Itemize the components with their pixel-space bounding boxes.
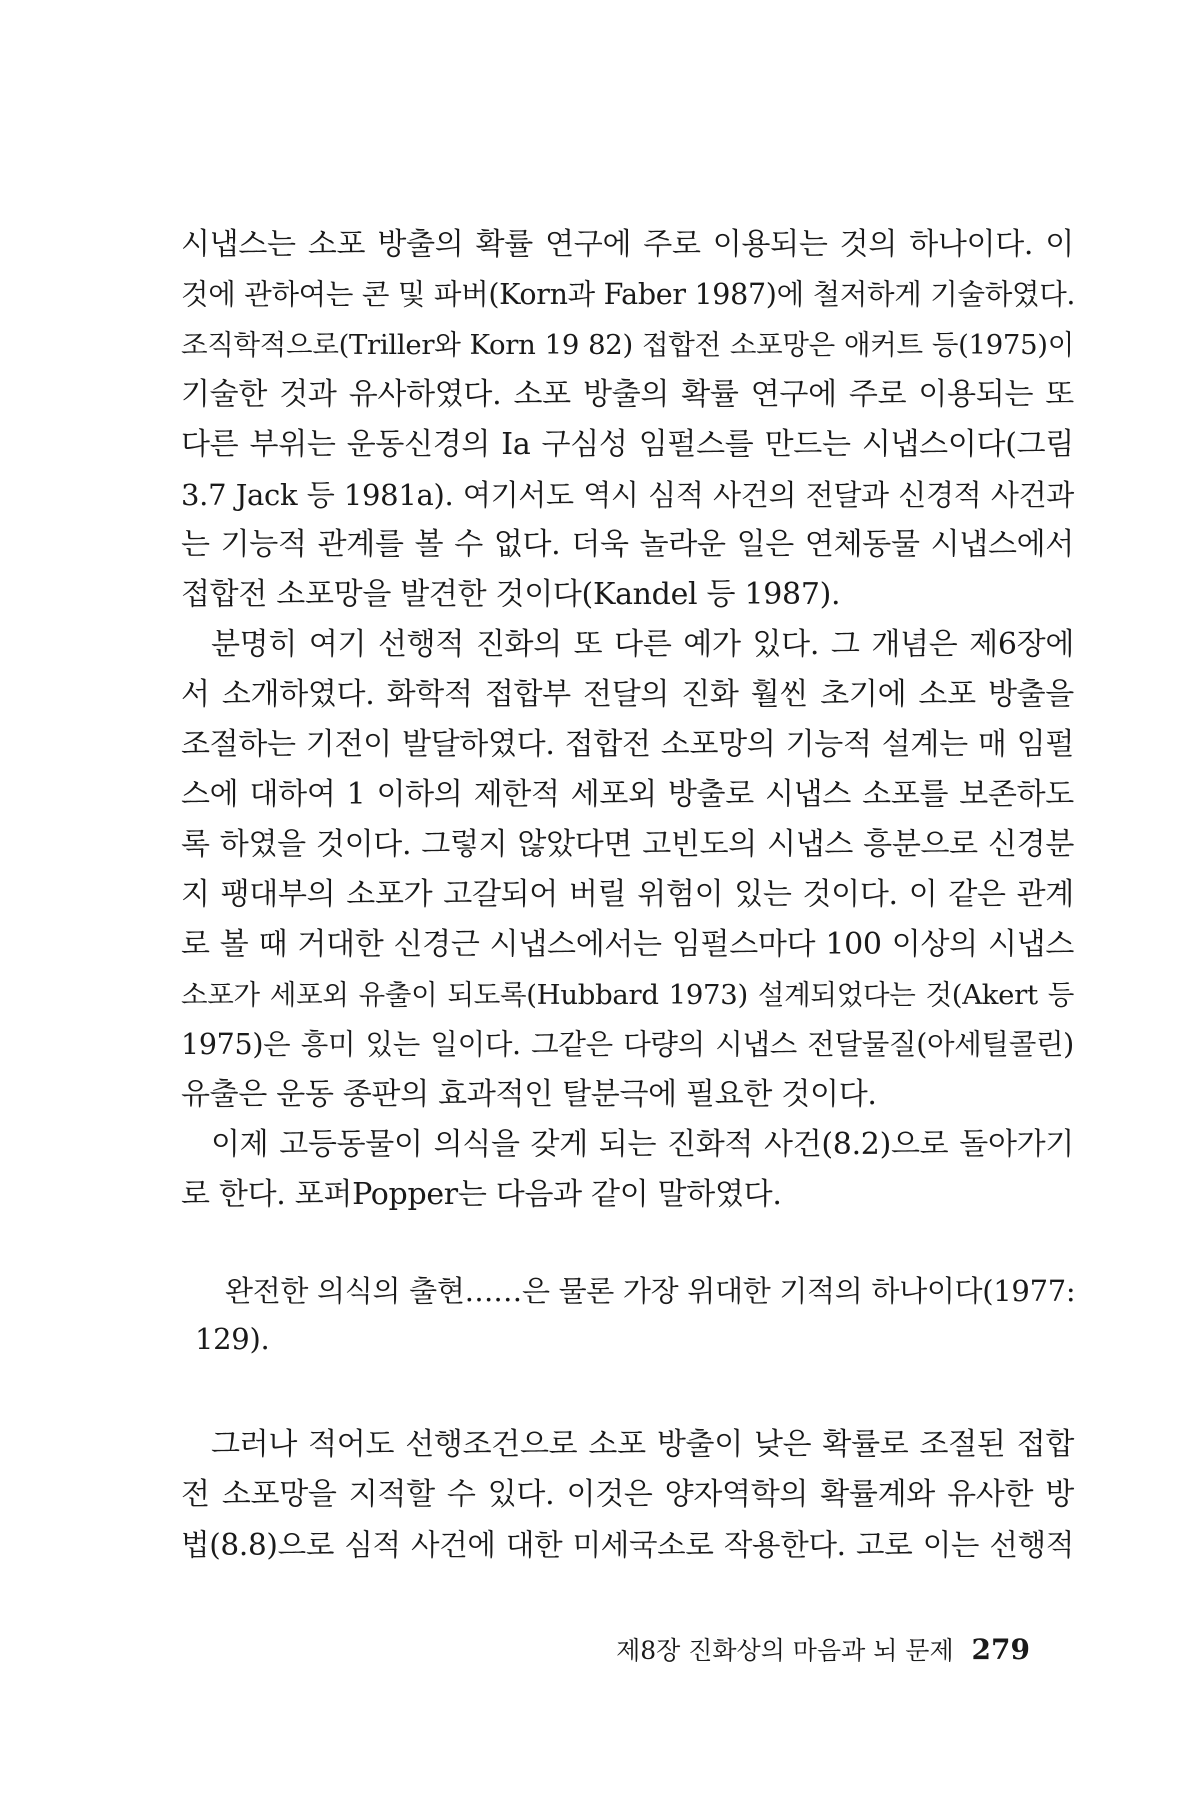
text-line: 소포가 세포외 유출이 되도록(Hubbard 1973) 설계되었다는 것(Akert 등 [181, 979, 1074, 1011]
running-head: 제8장 진화상의 마음과 뇌 문제 [616, 1636, 954, 1665]
text-line: 접합전 소포망을 발견한 것이다(Kandel 등 1987). [181, 577, 841, 612]
text-line: 서 소개하였다. 화학적 접합부 전달의 진화 훨씬 초기에 소포 방출을 [181, 677, 1074, 712]
quote-line: 129). [195, 1322, 270, 1356]
text-line: 는 기능적 관계를 볼 수 없다. 더욱 놀라운 일은 연체동물 시냅스에서 [181, 527, 1074, 562]
page-footer [610, 1632, 1030, 1669]
text-line: 시냅스는 소포 방출의 확률 연구에 주로 이용되는 것의 하나이다. 이 [181, 227, 1074, 262]
text-line: 1975)은 흥미 있는 일이다. 그같은 다량의 시냅스 전달물질(아세틸콜린) [181, 1028, 1074, 1061]
text-line: 지 팽대부의 소포가 고갈되어 버릴 위험이 있는 것이다. 이 같은 관계 [181, 877, 1074, 912]
text-line: 조직학적으로(Triller와 Korn 19 82) 접합전 소포망은 애커트 등(1975)이 [181, 329, 1074, 361]
text-line: 로 한다. 포퍼Popper는 다음과 같이 말하였다. [181, 1177, 782, 1212]
text-line: 이제 고등동물이 의식을 갖게 되는 진화적 사건(8.2)으로 돌아가기 [211, 1127, 1074, 1162]
text-line: 기술한 것과 유사하였다. 소포 방출의 확률 연구에 주로 이용되는 또 [181, 377, 1074, 412]
text-line: 전 소포망을 지적할 수 있다. 이것은 양자역학의 확률계와 유사한 방 [181, 1477, 1074, 1512]
text-line: 것에 관하여는 콘 및 파버(Korn과 Faber 1987)에 철저하게 기술하였다. [181, 278, 1076, 311]
text-line: 스에 대하여 1 이하의 제한적 세포외 방출로 시냅스 소포를 보존하도 [181, 777, 1074, 812]
text-line: 다른 부위는 운동신경의 Ia 구심성 임펄스를 만드는 시냅스이다(그림 [181, 427, 1074, 462]
text-line: 조절하는 기전이 발달하였다. 접합전 소포망의 기능적 설계는 매 임펄 [181, 727, 1074, 762]
text-line: 유출은 운동 종판의 효과적인 탈분극에 필요한 것이다. [181, 1077, 877, 1112]
quote-line: 완전한 의식의 출현……은 물론 가장 위대한 기적의 하나이다(1977: [225, 1274, 1076, 1308]
text-line: 로 볼 때 거대한 신경근 시냅스에서는 임펄스마다 100 이상의 시냅스 [181, 927, 1074, 962]
page-number: 279 [971, 1633, 1030, 1666]
text-line: 그러나 적어도 선행조건으로 소포 방출이 낮은 확률로 조절된 접합 [211, 1427, 1074, 1462]
text-line: 분명히 여기 선행적 진화의 또 다른 예가 있다. 그 개념은 제6장에 [211, 627, 1074, 662]
text-line: 3.7 Jack 등 1981a). 여기서도 역시 심적 사건의 전달과 신경적 사건과 [181, 478, 1074, 512]
text-line: 법(8.8)으로 심적 사건에 대한 미세국소로 작용한다. 고로 이는 선행적 [181, 1528, 1074, 1562]
text-line: 록 하였을 것이다. 그렇지 않았다면 고빈도의 시냅스 흥분으로 신경분 [181, 827, 1074, 862]
